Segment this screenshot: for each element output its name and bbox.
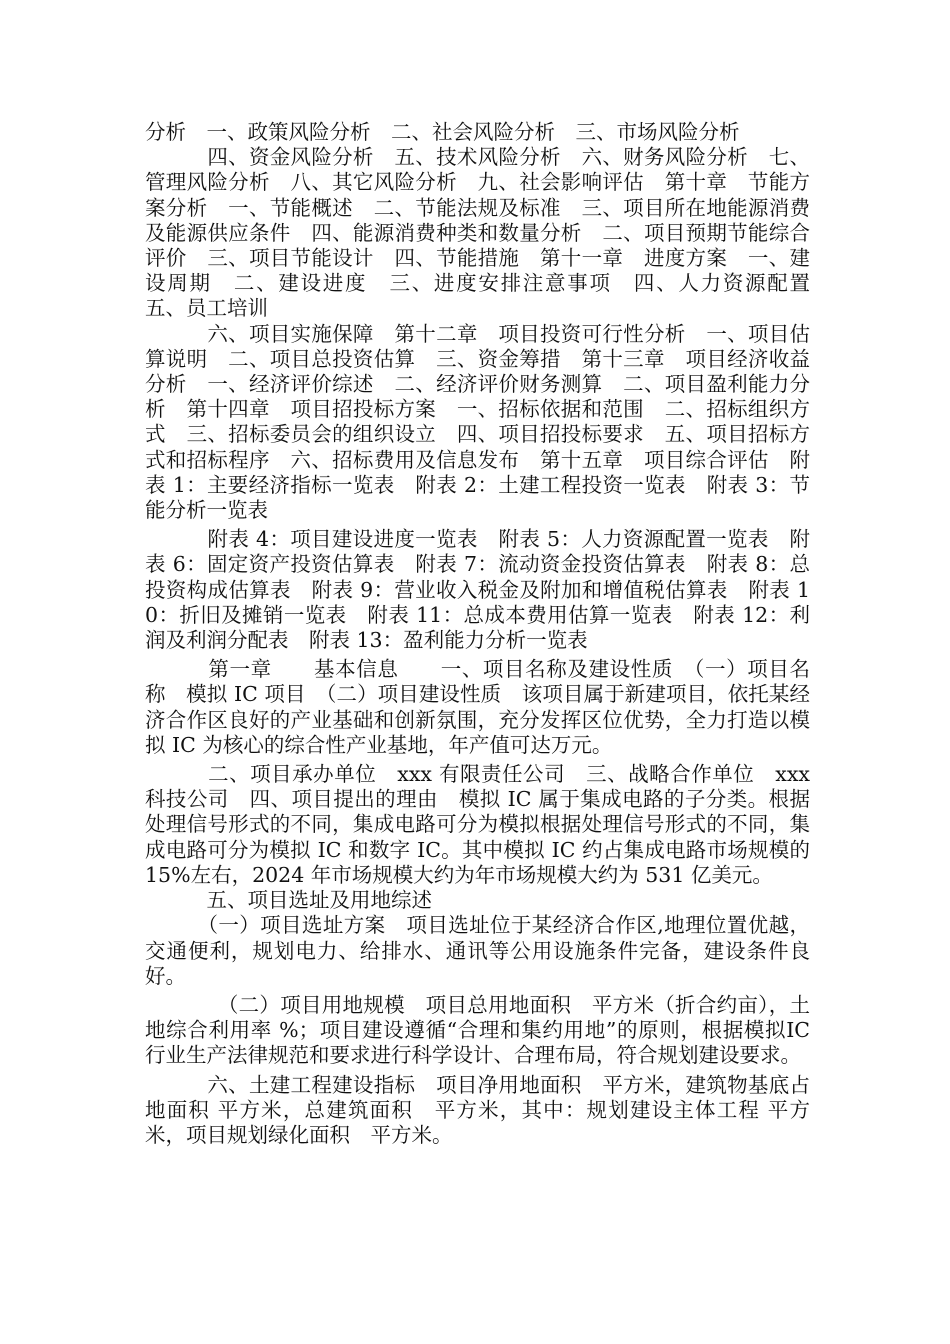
document-page [145, 120, 831, 1148]
paragraph-construction-indicators: 六、土建工程建设指标 项目净用地面积 平方米，建筑物基底占地面积 平方米，总建筑面积 平方米，其中：规划建设主体工程 平方米，项目规划绿化面积 平方米。 [145, 1072, 810, 1147]
paragraph-land-scale: （二）项目用地规模 项目总用地面积 平方米（折合约亩），土地综合利用率 %；项目建设遵循“合理和集约用地”的原则，根据模拟IC 行业生产法律规范和要求进行科学设计、合理布局，符合规划建设要求。 [145, 992, 817, 1068]
toc-paragraph-appendix: 附表 4：项目建设进度一览表 附表 5：人力资源配置一览表 附表 6：固定资产投资估算表 附表 7：流动资金投资估算表 附表 8：总投资构成估算表 附表 9：营业收入税金及附加和增值税估算表 附表 10：折旧及摊销一览表 附表 11：总成本费用估算一览表 附表 12：利润及利润分配表 附表 13：盈利能力分析一览表 [145, 527, 810, 653]
toc-paragraph-energy-schedule: 四、资金风险分析 五、技术风险分析 六、财务风险分析 七、管理风险分析 八、其它风险分析 九、社会影响评估 第十章 节能方案分析 一、节能概述 二、节能法规及标准 三、项目所在地能源消费及能源供应条件 四、能源消费种类和数量分析 二、项目预期节能综合评价 三、项目节能设计 四、节能措施 第十一章 进度方案 一、建设周期 二、建设进度 三、进度安排注意事项 四、人力资源配置 五、员工培训 [145, 145, 831, 321]
toc-paragraph-risk: 分析 一、政策风险分析 二、社会风险分析 三、市场风险分析 [145, 120, 740, 144]
paragraph-site-heading: 五、项目选址及用地综述 [145, 888, 432, 913]
paragraph-undertaking-unit: 二、项目承办单位 xxx 有限责任公司 三、战略合作单位 xxx 科技公司 四、项目提出的理由 模拟 IC 属于集成电路的子分类。根据处理信号形式的不同，集成电路可分为模拟根据处理信号形式的不同，集成电路可分为模拟 IC 和数字 IC。其中模拟 IC 约占集成电路市场规模的 15%左右，2024 年市场规模大约为年市场规模大约为 531 亿美元。 [145, 762, 817, 887]
paragraph-chapter-one: 第一章 基本信息 一、项目名称及建设性质 （一）项目名称 模拟 IC 项目 （二）项目建设性质 该项目属于新建项目，依托某经济合作区良好的产业基础和创新氛围，充分发挥区位优势，全力打造以模拟 IC 为核心的综合性产业基地，年产值可达万元。 [145, 657, 810, 757]
toc-paragraph-investment: 六、项目实施保障 第十二章 项目投资可行性分析 一、项目估算说明 二、项目总投资估算 三、资金筹措 第十三章 项目经济收益分析 一、经济评价综述 二、经济评价财务测算 二、项目盈利能力分析 第十四章 项目招投标方案 一、招标依据和范围 二、招标组织方式 三、招标委员会的组织设立 四、项目招投标要求 五、项目招标方式和招标程序 六、招标费用及信息发布 第十五章 项目综合评估 附表 1：主要经济指标一览表 附表 2：土建工程投资一览表 附表 3：节能分析一览表 [145, 321, 810, 523]
paragraph-site-plan: （一）项目选址方案 项目选址位于某经济合作区,地理位置优越，交通便利，规划电力、给排水、通讯等公用设施条件完备，建设条件良好。 [145, 913, 810, 988]
